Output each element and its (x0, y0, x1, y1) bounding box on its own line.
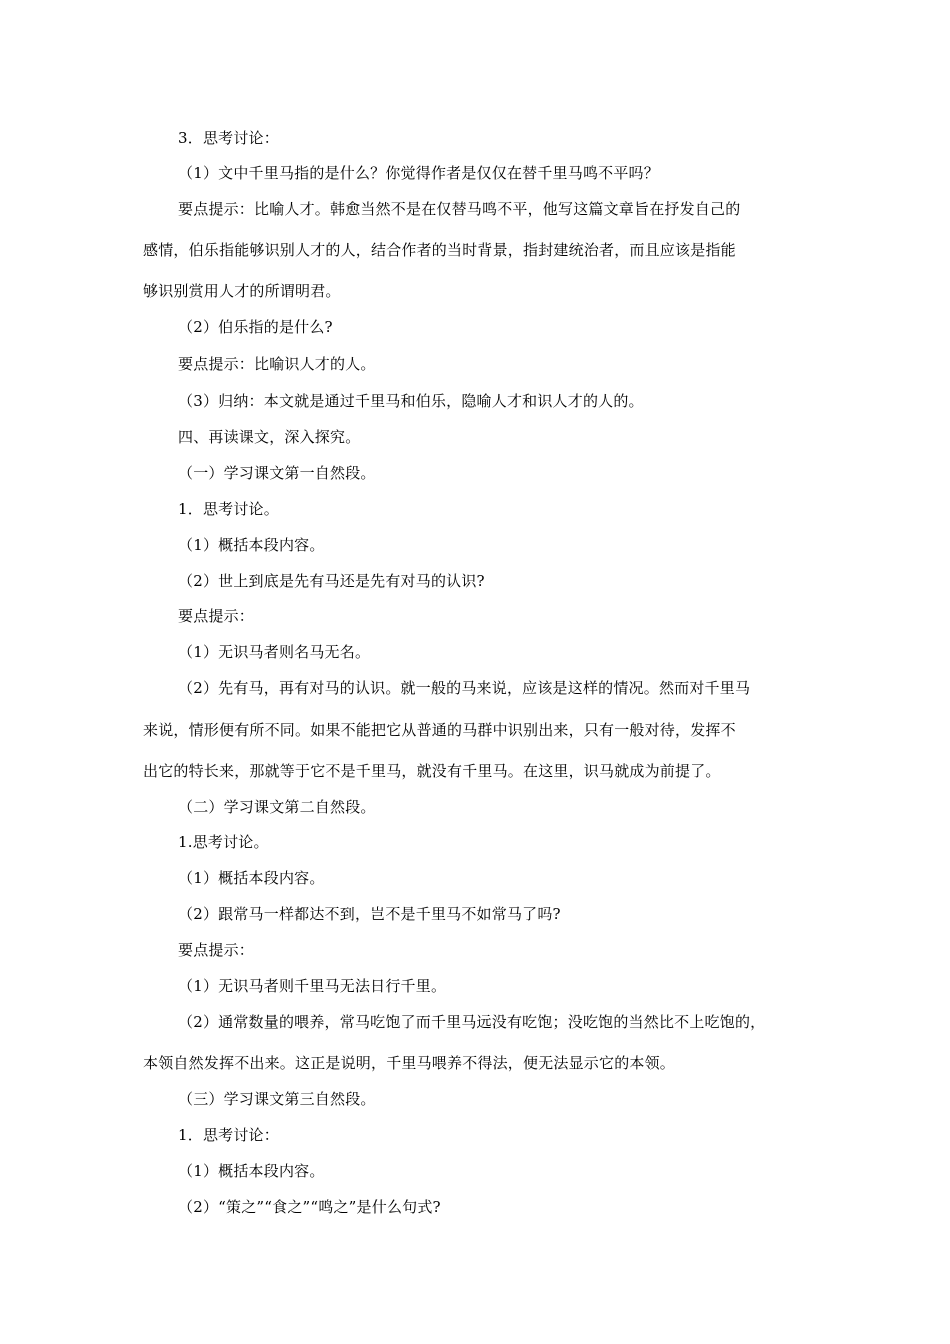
hint-label-2: 要点提示： (178, 941, 255, 959)
item-2-question: （2）世上到底是先有马还是先有对马的认识? (178, 572, 485, 590)
item-2-question-2: （2）跟常马一样都达不到，岂不是千里马不如常马了吗? (178, 905, 561, 923)
item-2-question-3: （2）“策之”“食之”“鸣之”是什么句式? (178, 1198, 441, 1216)
hint-paragraph-line-1: 要点提示：比喻人才。韩愈当然不是在仅替马鸣不平，他写这篇文章旨在抒发自己的 (178, 200, 741, 218)
hint-item-2-2-line-2: 本领自然发挥不出来。这正是说明，千里马喂养不得法，便无法显示它的本领。 (143, 1054, 676, 1072)
hint-item-1: （1）无识马者则名马无名。 (178, 643, 371, 661)
subsection-heading-3: （三）学习课文第三自然段。 (178, 1090, 376, 1108)
discussion-heading-3: 1．思考讨论： (178, 1126, 279, 1144)
subsection-heading-2: （二）学习课文第二自然段。 (178, 798, 376, 816)
hint-item-2-line-1: （2）先有马，再有对马的认识。就一般的马来说，应该是这样的情况。然而对千里马 (178, 679, 751, 697)
hint-item-2-line-2: 来说，情形便有所不同。如果不能把它从普通的马群中识别出来，只有一般对待，发挥不 (143, 721, 736, 739)
hint-item-1-2: （1）无识马者则千里马无法日行千里。 (178, 977, 447, 995)
item-1-summarize-2: （1）概括本段内容。 (178, 869, 325, 887)
item-1-summarize: （1）概括本段内容。 (178, 536, 325, 554)
question-2: （2）伯乐指的是什么? (178, 318, 333, 336)
subsection-heading-1: （一）学习课文第一自然段。 (178, 464, 376, 482)
hint-item-2-2-line-1: （2）通常数量的喂养，常马吃饱了而千里马远没有吃饱；没吃饱的当然比不上吃饱的， (178, 1013, 766, 1031)
hint-label: 要点提示： (178, 607, 255, 625)
hint-paragraph-line-3: 够识别赏用人才的所谓明君。 (143, 282, 341, 300)
hint-paragraph-line-2: 感情，伯乐指能够识别人才的人，结合作者的当时背景，指封建统治者，而且应该是指能 (143, 241, 736, 259)
discussion-heading-1: 1．思考讨论。 (178, 500, 279, 518)
question-1: （1）文中千里马指的是什么？你觉得作者是仅仅在替千里马鸣不平吗？ (178, 164, 659, 182)
item-1-summarize-3: （1）概括本段内容。 (178, 1162, 325, 1180)
hint-item-2-line-3: 出它的特长来，那就等于它不是千里马，就没有千里马。在这里，识马就成为前提了。 (143, 762, 721, 780)
section-heading-4: 四、再读课文，深入探究。 (178, 428, 361, 446)
hint-2: 要点提示：比喻识人才的人。 (178, 355, 376, 373)
summary-3: （3）归纳：本文就是通过千里马和伯乐，隐喻人才和识人才的人的。 (178, 392, 644, 410)
discussion-heading-2: 1.思考讨论。 (178, 833, 269, 851)
heading-discussion-3: 3．思考讨论： (178, 129, 279, 147)
